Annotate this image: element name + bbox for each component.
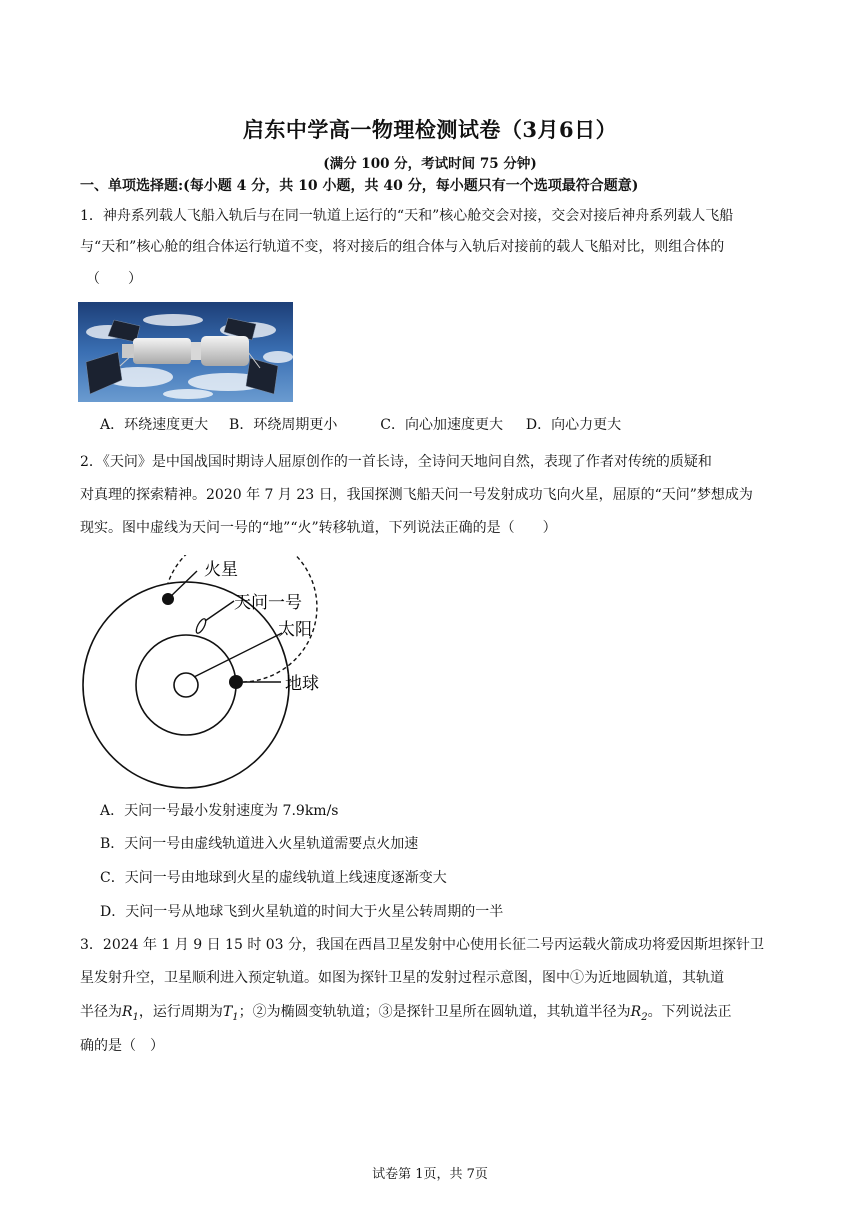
q3-line3-text-b: ，运行周期为 <box>138 1004 223 1020</box>
q2-option-b[interactable]: B．天问一号由虚线轨道进入火星轨道需要点火加速 <box>100 836 419 852</box>
orbit-diagram <box>80 555 360 810</box>
q3-line3-text-d: 。下列说法正 <box>647 1004 732 1020</box>
q2-option-d[interactable]: D．天问一号从地球飞到火星轨道的时间大于火星公转周期的一半 <box>100 904 504 920</box>
exam-subtitle: (满分 100 分，考试时间 75 分钟) <box>323 156 537 172</box>
label-probe: 天问一号 <box>234 593 302 613</box>
transfer-orbit <box>168 555 317 682</box>
q2-line2: 对真理的探索精神。2020 年 7 月 23 日，我国探测飞船天问一号发射成功飞向火星，屈原的“天问”梦想成为 <box>80 487 753 503</box>
q1-line2: 与“天和”核心舱的组合体运行轨道不变，将对接后的组合体与入轨后对接前的载人飞船对比，则组合体的 <box>80 239 725 255</box>
q3-line4: 确的是（ ） <box>80 1038 164 1054</box>
q3-line3 <box>80 1001 800 1023</box>
q2-line1: 2．《天问》是中国战国时期诗人屈原创作的一首长诗，全诗问天地问自然，表现了作者对传统的质疑和 <box>80 454 712 470</box>
q2-option-c[interactable]: C．天问一号由地球到火星的虚线轨道上线速度逐渐变大 <box>100 870 447 886</box>
q3-line2: 星发射升空，卫星顺利进入预定轨道。如图为探针卫星的发射过程示意图，图中①为近地圆轨道，其轨道 <box>80 970 724 986</box>
q1-option-c[interactable]: C．向心加速度更大 <box>380 417 503 433</box>
page-footer: 试卷第 1页，共 7页 <box>372 1167 488 1182</box>
label-mars: 火星 <box>204 560 238 580</box>
q1-option-b[interactable]: B．环绕周期更小 <box>229 417 338 433</box>
q2-option-a[interactable]: A．天问一号最小发射速度为 7.9km/s <box>100 803 339 819</box>
var-r2: $R_2$ <box>630 1004 648 1023</box>
label-sun: 太阳 <box>278 620 312 640</box>
earth-dot <box>229 675 243 689</box>
q3-line3-text-a: 半径为 <box>80 1004 122 1020</box>
label-earth: 地球 <box>285 674 319 694</box>
var-r1: $R_1$ <box>122 1004 139 1023</box>
q3-line1: 3．2024 年 1 月 9 日 15 时 03 分，我国在西昌卫星发射中心使用长征二号丙运载火箭成功将爱因斯坦探针卫 <box>80 937 765 953</box>
q1-option-d[interactable]: D．向心力更大 <box>525 417 622 433</box>
q1-blank: （ ） <box>86 271 142 287</box>
var-t1: $T_1$ <box>222 1004 239 1023</box>
q1-option-a[interactable]: A．环绕速度更大 <box>100 417 209 433</box>
q2-line3: 现实。图中虚线为天问一号的“地”“火”转移轨道，下列说法正确的是（ ） <box>80 520 557 536</box>
section-heading: 一、单项选择题:(每小题 4 分，共 10 小题，共 40 分，每小题只有一个选项最符合题意) <box>80 178 639 194</box>
q1-options <box>100 414 621 434</box>
space-station-photo <box>78 302 293 402</box>
exam-title: 启东中学高一物理检测试卷（3月6日） <box>242 117 618 142</box>
q3-line3-text-c: ；②为椭圆变轨轨道；③是探针卫星所在圆轨道，其轨道半径为 <box>238 1004 631 1020</box>
q1-line1: 1．神舟系列载人飞船入轨后与在同一轨道上运行的“天和”核心舱交会对接，交会对接后神舟系列载人飞船 <box>80 208 734 224</box>
